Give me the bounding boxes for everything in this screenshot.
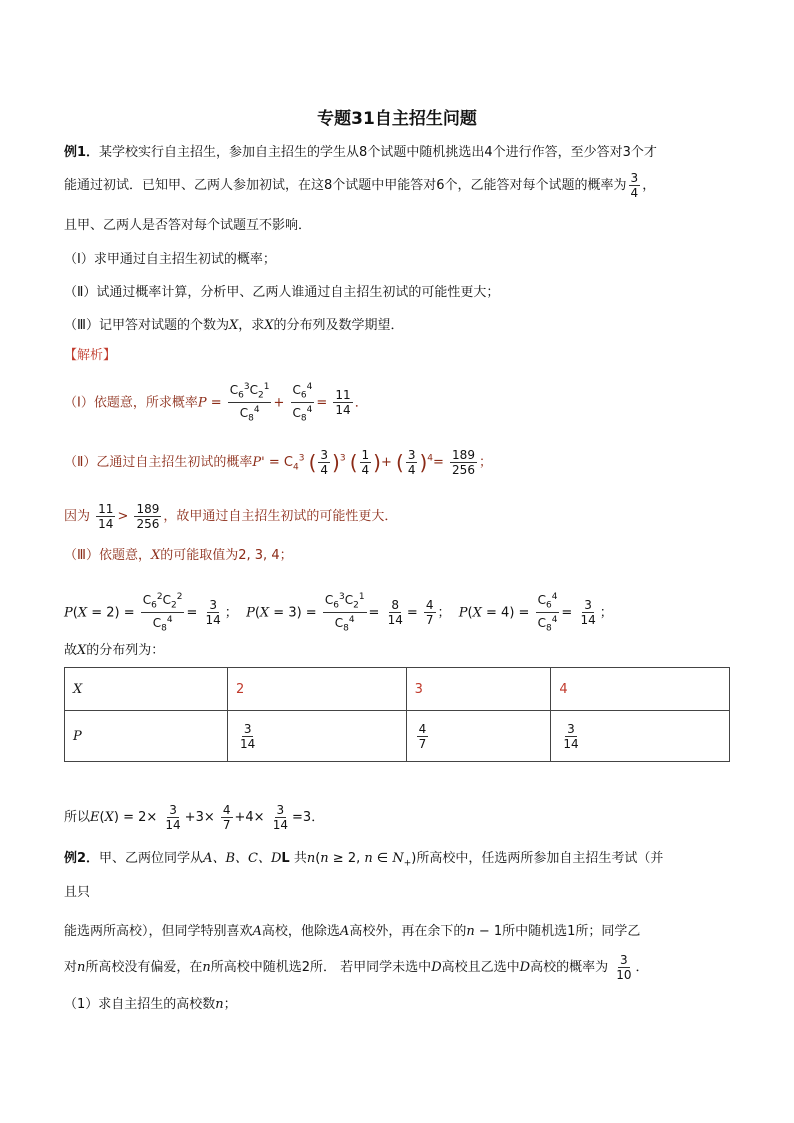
ex2-q1: （1）求自主招生的高校数n； [64, 997, 237, 1012]
table-header-p: P [73, 728, 82, 744]
table-cell: 3 [406, 668, 551, 711]
solution-part1: （Ⅰ）依题意，所求概率P = $\frac{C_6^3C_2^1}{C_8^4}$ + $\frac{C_6^4}{C_8^4}$ = $\frac{11}{14}$ ． [64, 382, 368, 424]
expectation: 所以E(X) = 2× $\frac{3}{14}$ +3× $\frac{4}{7}$ +4× $\frac{3}{14}$ =3． [64, 803, 325, 832]
table-cell: $\frac{3}{14}$ [551, 711, 730, 762]
ex1-text2: 能通过初试．已知甲、乙两人参加初试，在这8个试题中甲能答对6个，乙能答对每个试题的概率为 [64, 178, 627, 193]
solution-part2: （Ⅱ）乙通过自主招生初试的概率$P' = C_4^3$ ( $\frac{3}{4}$ )$^3$ ( $\frac{1}{4}$ )+ ( $\frac{3}{4}$ )$^4$= $\frac{189}{256}$ ； [64, 448, 492, 477]
part1-result: $\frac{11}{14}$ [335, 388, 351, 418]
distribution-table [64, 667, 730, 762]
ex2-line4: 对n所高校没有偏爱，在n所高校中随机选2所． 若甲同学未选中D高校且乙选中D高校的概率为 $\frac{3}{10}$ ． [64, 953, 649, 982]
ex1-q2: （Ⅱ）试通过概率计算，分析甲、乙两人谁通过自主招生初试的可能性更大； [64, 285, 500, 300]
solution-part3: （Ⅲ）依题意，X的可能取值为2, 3, 4； [64, 548, 293, 563]
ex1-q1: （Ⅰ）求甲通过自主招生初试的概率； [64, 252, 276, 267]
prob-formulas: P(X = 2) = $\frac{C_6^2C_2^2}{C_8^4}$ = $\frac{3}{14}$ ； P(X = 3) = $\frac{C_6^3C_2^1}{C_8^4}$ = $\frac{8}{14}$ = $\frac{4}{7}$ ； P(X = 4) = $\frac{C_6^4}{C_8^4}$ = $\frac{3}{14}$ ； [64, 592, 613, 634]
ex1-line2: 能通过初试．已知甲、乙两人参加初试，在这8个试题中甲能答对6个，乙能答对每个试题的概率为 $\frac{3}{4}$ ， [64, 171, 656, 200]
ex2-line3: 能选两所高校），但同学特别喜欢A高校，他除选A高校外，再在余下的n − 1所中随机选1所；同学乙 [64, 924, 641, 939]
ex1-line3: 且甲、乙两人是否答对每个试题互不影响． [64, 218, 312, 233]
table-row [65, 711, 730, 762]
part2-result: $\frac{189}{256}$ [452, 448, 475, 477]
ex1-text1: 某学校实行自主招生，参加自主招生的学生从8个试题中随机挑选出4个进行作答，至少答对3个才 [99, 145, 657, 160]
ex1-label: 例1． [64, 145, 100, 160]
ex2-line2: 且只 [64, 885, 91, 900]
table-header-x: X [73, 681, 83, 697]
table-row [65, 668, 730, 711]
prob-fraction: $\frac{3}{4}$ [630, 171, 639, 200]
table-cell: 2 [228, 668, 407, 711]
solution-label: 【解析】 [64, 348, 117, 363]
ex1-q3: （Ⅲ）记甲答对试题的个数为X，求X的分布列及数学期望． [64, 318, 404, 333]
distribution-intro: 故X的分布列为： [64, 643, 165, 658]
solution-compare: 因为 $\frac{11}{14}$ > $\frac{189}{256}$ ，故甲通过自主招生初试的可能性更大． [64, 502, 398, 531]
table-cell: $\frac{3}{14}$ [228, 711, 407, 762]
table-cell: $\frac{4}{7}$ [406, 711, 551, 762]
ex2-line1: 例2．甲、乙两位同学从A、B、C、DL 共n(n ≥ 2, n ∈ $N_+$)所高校中，任选两所参加自主招生考试（并 [64, 851, 664, 869]
page-title: 专题31自主招生问题 [317, 109, 477, 129]
ex1-line1 [64, 143, 657, 163]
table-cell: 4 [551, 668, 730, 711]
